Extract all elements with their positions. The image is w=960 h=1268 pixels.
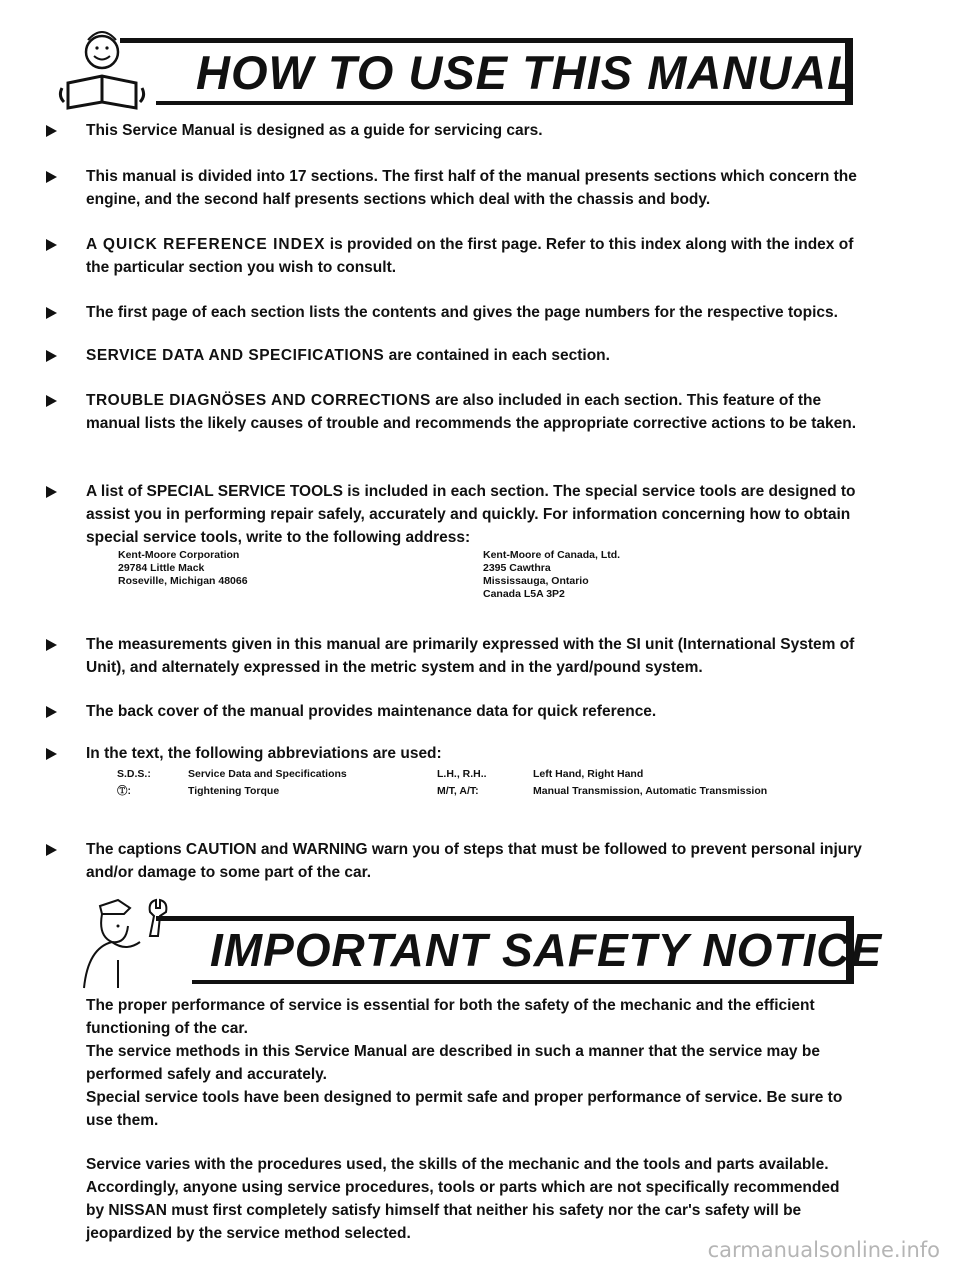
address-line: Kent-Moore of Canada, Ltd. xyxy=(483,549,621,561)
list-item-lead: A QUICK REFERENCE INDEX xyxy=(86,236,326,253)
list-item-text: The captions CAUTION and WARNING warn you of steps that must be followed to prevent personal injury and/or damage to some part of the car. xyxy=(86,841,862,881)
watermark: carmanualsonline.info xyxy=(707,1238,940,1262)
list-item-text xyxy=(86,389,862,435)
arrow-bullet-icon xyxy=(46,748,57,760)
notice-bottom-rule xyxy=(192,980,854,984)
list-item xyxy=(52,838,862,884)
list-item xyxy=(52,165,862,211)
list-item-text: The first page of each section lists the contents and gives the page numbers for the respective topics. xyxy=(86,304,838,321)
safety-notice-body xyxy=(86,994,854,1245)
arrow-bullet-icon xyxy=(46,125,57,137)
list-item xyxy=(52,633,862,679)
address-line: Roseville, Michigan 48066 xyxy=(118,575,248,587)
abbreviation-key: S.D.S.: xyxy=(117,768,151,780)
notice-paragraph: The service methods in this Service Manual are described in such a manner that the service may be performed safely and accurately. xyxy=(86,1043,820,1083)
header-top-rule xyxy=(120,38,853,43)
list-item xyxy=(52,389,862,435)
abbreviation-key: M/T, A/T: xyxy=(437,785,479,797)
address-usa xyxy=(118,549,248,588)
list-item-text: This Service Manual is designed as a guide for servicing cars. xyxy=(86,122,543,139)
list-item xyxy=(52,233,862,279)
list-item xyxy=(52,700,862,723)
notice-top-rule xyxy=(156,916,854,921)
notice-paragraph: Special service tools have been designed to permit safe and proper performance of service. Be sure to use them. xyxy=(86,1089,843,1129)
list-item-text: This manual is divided into 17 sections. The first half of the manual presents sections which concern the engine, and the second half presents sections which deal with the chassis and body. xyxy=(86,168,857,208)
list-item xyxy=(52,344,862,367)
arrow-bullet-icon xyxy=(46,239,57,251)
abbreviation-meaning: Manual Transmission, Automatic Transmission xyxy=(533,785,768,797)
abbreviation-key: L.H., R.H.. xyxy=(437,768,487,780)
list-item xyxy=(52,301,862,324)
notice-paragraph: Service varies with the procedures used, the skills of the mechanic and the tools and parts available. Accordingly, anyone using service procedures, tools or parts which are not specifically recommended by NISSAN must first completely satisfy himself that neither his safety nor the car's safety will be jeopardized by the service method selected. xyxy=(86,1156,840,1242)
header-bottom-rule xyxy=(156,101,853,105)
arrow-bullet-icon xyxy=(46,307,57,319)
list-item-text xyxy=(86,344,862,367)
address-line: Kent-Moore Corporation xyxy=(118,549,240,561)
notice-paragraph: The proper performance of service is essential for both the safety of the mechanic and the efficient functioning of the car. xyxy=(86,997,815,1037)
list-item-body: are also included in each section. This feature of the manual lists the likely causes of trouble and recommends the appropriate corrective actions to be taken. xyxy=(86,392,857,432)
arrow-bullet-icon xyxy=(46,486,57,498)
list-item-lead: TROUBLE DIAGNÖSES AND CORRECTIONS xyxy=(86,392,431,409)
list-item-text: The measurements given in this manual are primarily expressed with the SI unit (International System of Unit), and alternately expressed in the metric system and in the yard/pound system. xyxy=(86,636,855,676)
abbreviation-key: Ⓣ: xyxy=(117,785,131,797)
address-line: Mississauga, Ontario xyxy=(483,575,589,587)
page-title: HOW TO USE THIS MANUAL xyxy=(196,46,857,99)
mechanic-with-wrench-icon xyxy=(78,896,188,992)
address-line: Canada L5A 3P2 xyxy=(483,588,565,600)
list-item xyxy=(52,480,862,549)
reader-with-book-icon xyxy=(58,18,158,113)
address-canada xyxy=(483,549,620,601)
arrow-bullet-icon xyxy=(46,395,57,407)
list-item-text xyxy=(86,233,862,279)
list-item-text: A list of SPECIAL SERVICE TOOLS is included in each section. The special service tools are designed to assist you in performing repair safely, accurately and quickly. For information concerning how to obtain special service tools, write to the following address: xyxy=(86,483,856,546)
list-item-lead: SERVICE DATA AND SPECIFICATIONS xyxy=(86,347,385,364)
list-item xyxy=(52,119,862,142)
address-line: 2395 Cawthra xyxy=(483,562,551,574)
address-line: 29784 Little Mack xyxy=(118,562,205,574)
list-item xyxy=(52,742,862,765)
list-item-text: The back cover of the manual provides maintenance data for quick reference. xyxy=(86,703,657,720)
notice-title: IMPORTANT SAFETY NOTICE xyxy=(210,924,883,976)
arrow-bullet-icon xyxy=(46,639,57,651)
arrow-bullet-icon xyxy=(46,350,57,362)
arrow-bullet-icon xyxy=(46,171,57,183)
arrow-bullet-icon xyxy=(46,706,57,718)
abbreviation-meaning: Service Data and Specifications xyxy=(188,768,347,780)
list-item-text: In the text, the following abbreviations are used: xyxy=(86,745,442,762)
abbreviation-meaning: Left Hand, Right Hand xyxy=(533,768,644,780)
abbreviation-meaning: Tightening Torque xyxy=(188,785,280,797)
arrow-bullet-icon xyxy=(46,844,57,856)
list-item-body: is provided on the first page. Refer to this index along with the index of the particular section you wish to consult. xyxy=(86,236,854,276)
list-item-body: are contained in each section. xyxy=(384,347,610,364)
